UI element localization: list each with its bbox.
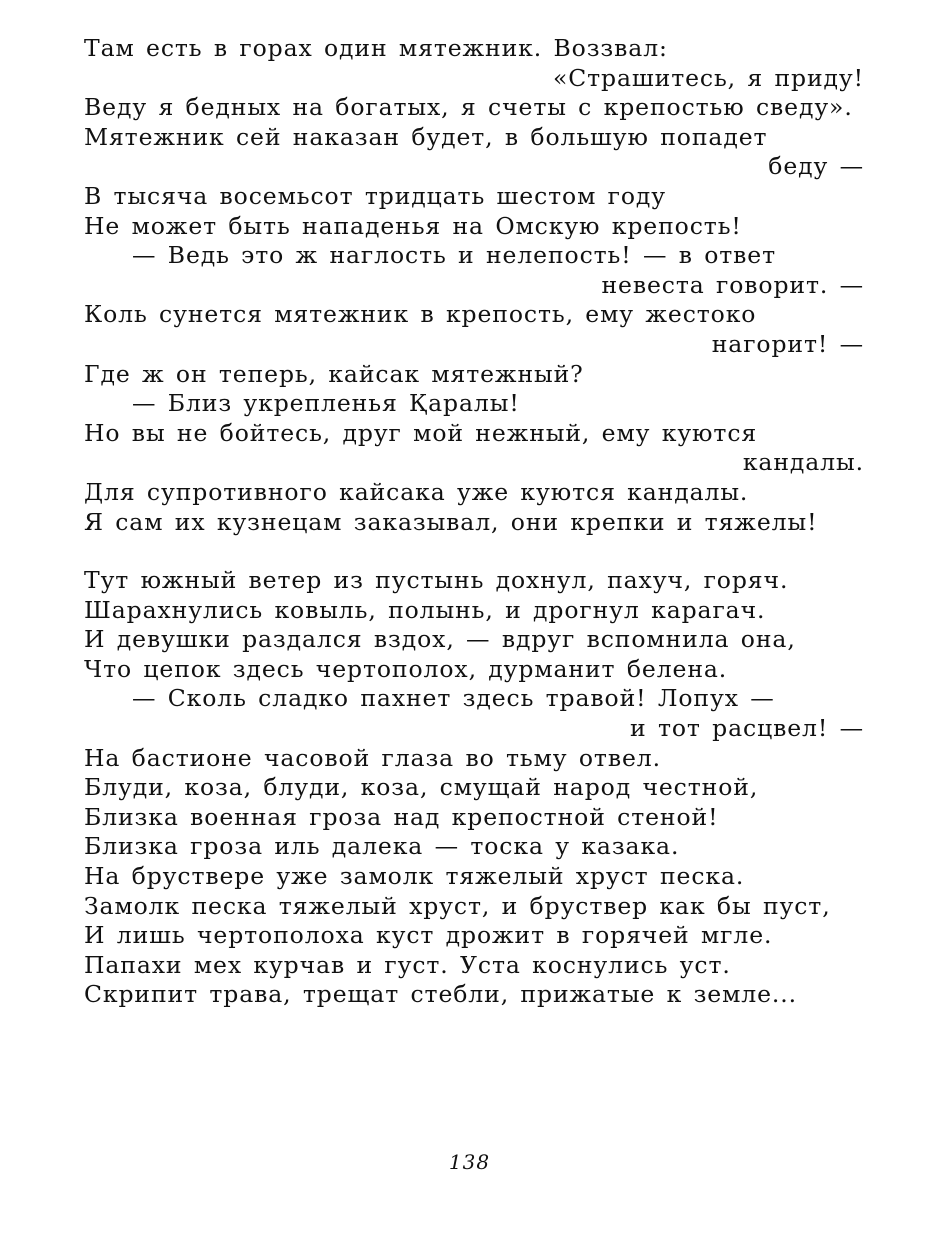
stanza bbox=[84, 566, 864, 1010]
poem-line: Коль сунется мятежник в крепость, ему жестоко bbox=[84, 300, 757, 329]
poem-line: Тут южный ветер из пустынь дохнул, пахуч, горяч. bbox=[84, 566, 789, 595]
poem-line: И девушки раздался вздох, — вдруг вспомнила она, bbox=[84, 625, 796, 654]
poem-line: Папахи мех курчав и густ. Уста коснулись уст. bbox=[84, 950, 731, 979]
poem-line: В тысяча восемьсот тридцать шестом году bbox=[84, 181, 666, 210]
poem-line: Скрипит трава, трещат стебли, прижатые к земле... bbox=[84, 980, 798, 1009]
poem-line: Не может быть нападенья на Омскую крепость! bbox=[84, 211, 742, 240]
poem-line: — Сколь сладко пахнет здесь травой! Лопух — bbox=[132, 684, 775, 713]
poem-line: Для супротивного кайсака уже куются кандалы. bbox=[84, 477, 749, 506]
poem-line: Там есть в горах один мятежник. Воззвал: bbox=[84, 34, 668, 62]
poem-line: невеста говорит. — bbox=[601, 270, 864, 299]
poem-line: Шарахнулись ковыль, полынь, и дрогнул карагач. bbox=[84, 595, 766, 624]
poem-line: Где ж он теперь, кайсак мятежный? bbox=[84, 359, 584, 388]
poem-line: Мятежник сей наказан будет, в большую попадет bbox=[84, 122, 768, 151]
poem-line: На бруствере уже замолк тяжелый хруст песка. bbox=[84, 862, 745, 891]
poem-line: И лишь чертополоха куст дрожит в горячей мгле. bbox=[84, 921, 773, 950]
poem-line: — Близ укрепленья Қаралы! bbox=[132, 389, 520, 418]
page-number: 138 bbox=[448, 1150, 491, 1174]
poem-line: «Страшитесь, я приду! bbox=[552, 63, 864, 92]
poem-line: Веду я бедных на богатых, я счеты с крепостью сведу». bbox=[84, 93, 853, 122]
poem-line: Что цепок здесь чертополох, дурманит белена. bbox=[84, 654, 728, 683]
poem-line: Близка гроза иль далека — тоска у казака. bbox=[84, 832, 680, 861]
poem-line: Близка военная гроза над крепостной стеной! bbox=[84, 802, 719, 831]
poem-line: Замолк песка тяжелый хруст, и бруствер как бы пуст, bbox=[84, 891, 831, 920]
stanza bbox=[84, 34, 864, 537]
poem-line: На бастионе часовой глаза во тьму отвел. bbox=[84, 743, 661, 772]
poem-line: кандалы. bbox=[742, 448, 864, 477]
poem-line: Но вы не бойтесь, друг мой нежный, ему куются bbox=[84, 418, 758, 447]
poem-line: — Ведь это ж наглость и нелепость! — в ответ bbox=[132, 241, 777, 270]
poem-line: беду — bbox=[768, 152, 864, 181]
poem-line: и тот расцвел! — bbox=[630, 714, 864, 743]
poem-text bbox=[84, 34, 864, 1010]
poem-line: Блуди, коза, блуди, коза, смущай народ честной, bbox=[84, 773, 759, 802]
poem-line: нагорит! — bbox=[711, 329, 864, 358]
poem-line: Я сам их кузнецам заказывал, они крепки и тяжелы! bbox=[84, 507, 818, 536]
